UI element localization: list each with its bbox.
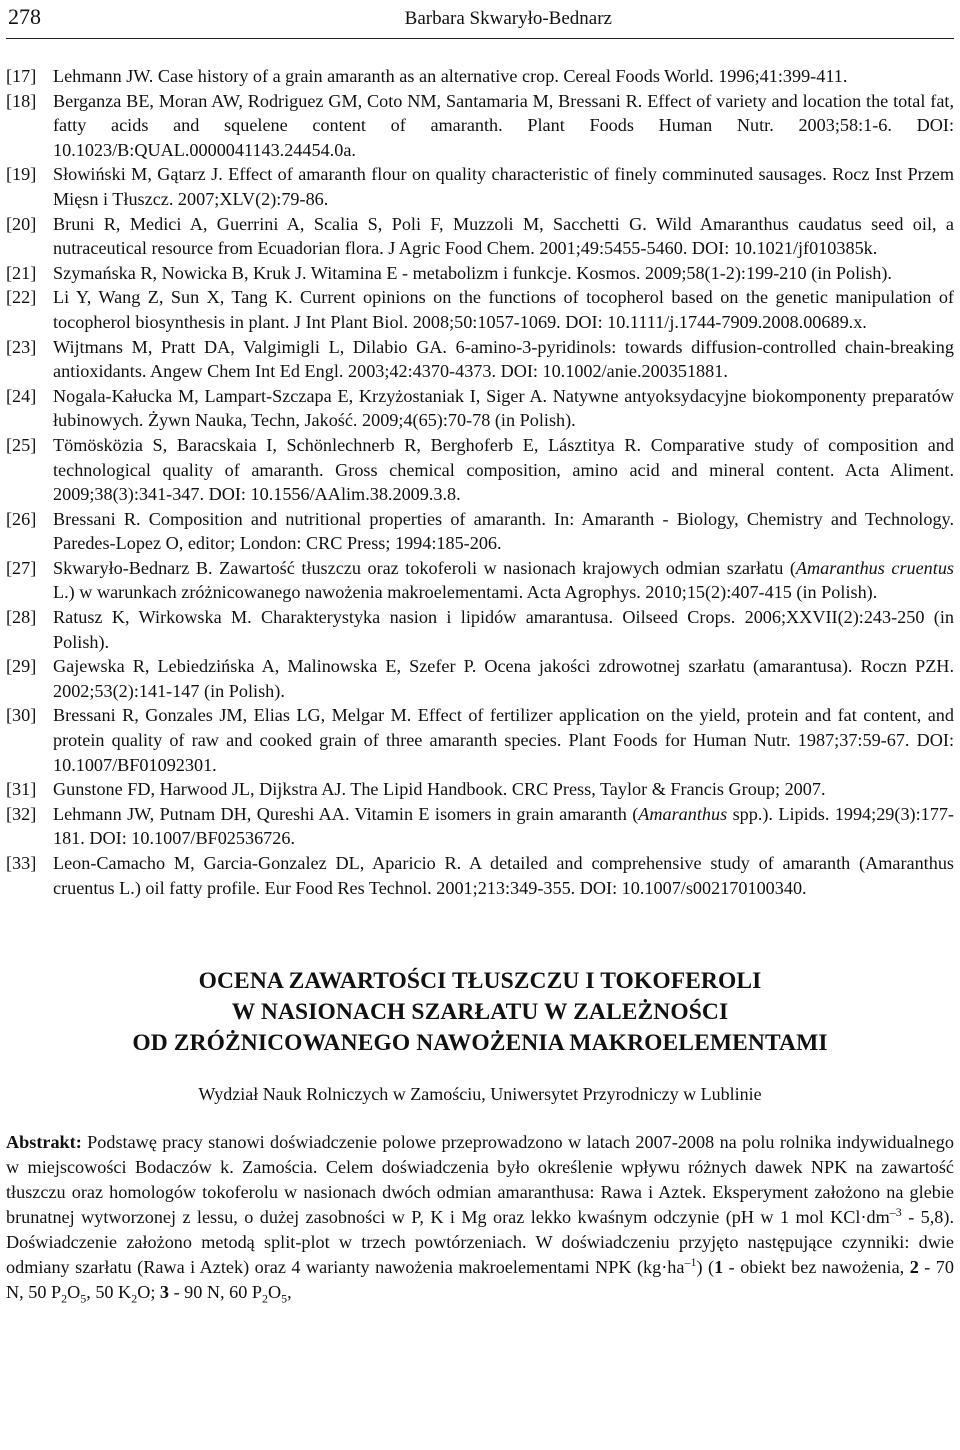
reference-item (6, 433, 954, 507)
reference-number: [29] (6, 656, 37, 677)
reference-item (6, 384, 954, 433)
reference-number: [19] (6, 164, 37, 185)
reference-text: Tömösközia S, Baracskaia I, Schönlechnerb R, Berghoferb E, Lásztitya R. Comparative study of composition and technological quality of amaranth. Gross chemical composition, amino acid and mineral content. Acta Aliment. 2009;38(3):341-347. DOI: 10.1556/AAlim.38.2009.3.8. (53, 434, 954, 505)
reference-item (6, 89, 954, 163)
abstract-text: Podstawę pracy stanowi doświadczenie polowe przeprowadzono w latach 2007-2008 na polu rolnika indywidualnego w miejscowości Bodaczów k. Zamościa. Celem doświadczenia było określenie wpływu różnych dawek NPK na zawartość tłuszczu oraz homologów tokoferolu w nasionach dwóch odmian amaranthusa: Rawa i Aztek. Eksperyment założono na glebie brunatnej wytworzonej z lessu, o dużej zasobności w P, K i Mg oraz lekko kwaśnym odczynie (pH w 1 mol KCl·dm (6, 1132, 954, 1227)
reference-item (6, 654, 954, 703)
abstract-text: - 70 N, 50 P (6, 1256, 954, 1302)
reference-number: [17] (6, 66, 37, 86)
abstract-text: ) ( (696, 1256, 715, 1277)
page-number: 278 (8, 4, 41, 29)
title-line: OD ZRÓŻNICOWANEGO NAWOŻENIA MAKROELEMENTAMI (132, 1030, 828, 1057)
abstract-text: O; (137, 1281, 160, 1302)
affiliation: Wydział Nauk Rolniczych w Zamościu, Uniwersytet Przyrodniczy w Lublinie (198, 1084, 762, 1105)
reference-text: Gajewska R, Lebiedzińska A, Malinowska E, Szefer P. Ocena jakości zdrowotnej szarłatu (amarantusa). Roczn PZH. 2002;53(2):141-147 (in Polish). (53, 656, 954, 701)
abstract-text: O (67, 1281, 81, 1302)
reference-item (6, 703, 954, 777)
reference-number: [22] (6, 287, 37, 308)
title-line: W NASIONACH SZARŁATU W ZALEŻNOŚCI (231, 999, 729, 1026)
reference-text: Berganza BE, Moran AW, Rodriguez GM, Coto NM, Santamaria M, Bressani R. Effect of variety and location the total fat, fatty acids and squelene content of amaranth. Plant Foods Human Nutr. 2003;58:1-6. DOI: 10.1023/B:QUAL.0000041143.24454.0a. (53, 90, 954, 160)
reference-text-part: L.) w warunkach zróżnicowanego nawożenia makroelementami. Acta Agrophys. 2010;15(2):407-415 (in Polish). (53, 582, 878, 603)
reference-item (6, 212, 954, 261)
reference-number: [25] (6, 434, 37, 455)
reference-number: [21] (6, 262, 37, 283)
subscript: 5 (80, 1291, 87, 1306)
reference-item (6, 285, 954, 334)
reference-number: [33] (6, 853, 37, 873)
subscript: 2 (131, 1291, 138, 1306)
reference-text-part: Skwaryło-Bednarz B. Zawartość tłuszczu oraz tokoferoli w nasionach krajowych odmian szarłatu ( (53, 557, 796, 578)
abstract-text: , (287, 1281, 292, 1302)
reference-text: Lehmann JW. Case history of a grain amaranth as an alternative crop. Cereal Foods World. 1996;41:399-411. (53, 66, 848, 86)
reference-item (6, 261, 954, 286)
reference-number: [26] (6, 508, 37, 529)
reference-text: Słowiński M, Gątarz J. Effect of amaranth flour on quality characteristic of finely comminuted sausages. Rocz Inst Przem Mięsn i Tłuszcz. 2007;XLV(2):79-86. (53, 164, 954, 209)
article-title (6, 966, 954, 1059)
title-line: OCENA ZAWARTOŚCI TŁUSZCZU I TOKOFEROLI (198, 968, 762, 995)
reference-text: Leon-Camacho M, Garcia-Gonzalez DL, Aparicio R. A detailed and comprehensive study of amaranth (Amaranthus cruentus L.) oil fatty profile. Eur Food Res Technol. 2001;213:349-355. DOI: 10.1007/s002170100340. (53, 853, 954, 898)
subscript: 2 (261, 1291, 268, 1306)
reference-text (53, 802, 954, 851)
running-head-author: Barbara Skwaryło-Bednarz (404, 8, 612, 29)
reference-text: Bruni R, Medici A, Guerrini A, Scalia S, Poli F, Muzzoli M, Sacchetti G. Wild Amaranthus caudatus seed oil, a nutraceutical resource from Ecuadorian flora. J Agric Food Chem. 2001;49:5455-5460. DOI: 10.1021/jf010385k. (53, 213, 954, 259)
reference-list (6, 64, 954, 900)
reference-number: [27] (6, 557, 37, 578)
reference-text: Li Y, Wang Z, Sun X, Tang K. Current opinions on the functions of tocopherol based on the genetic manipulation of tocopherol biosynthesis in plant. J Int Plant Biol. 2008;50:1057-1069. DOI: 10.1111/j.1744-7909.2008.00689.x. (53, 287, 954, 332)
reference-item (6, 851, 954, 900)
reference-number: [18] (6, 90, 37, 111)
reference-number: [30] (6, 705, 37, 726)
abstract-text: O (267, 1281, 282, 1302)
reference-number: [23] (6, 336, 37, 357)
reference-text: Szymańska R, Nowicka B, Kruk J. Witamina E - metabolizm i funkcje. Kosmos. 2009;58(1-2):199-210 (in Polish). (53, 262, 892, 283)
reference-text: Gunstone FD, Harwood JL, Dijkstra AJ. The Lipid Handbook. CRC Press, Taylor & Francis Group; 2007. (53, 779, 826, 800)
running-head (6, 0, 954, 39)
reference-text: Ratusz K, Wirkowska M. Charakterystyka nasion i lipidów amarantusa. Oilseed Crops. 2006;XXVII(2):243-250 (in Polish). (53, 607, 954, 652)
abstract-text: - 90 N, 60 P (169, 1281, 262, 1302)
reference-item (6, 556, 954, 605)
reference-text (53, 556, 954, 605)
abstract-text: - 5,8). Doświadczenie założono metodą split-plot w trzech powtórzeniach. W doświadczeniu przyjęto następujące czynniki: dwie odmiany szarłatu (Rawa i Aztek) oraz 4 warianty nawożenia makroelementami NPK (kg·ha (6, 1206, 954, 1277)
reference-number: [31] (6, 779, 37, 800)
superscript: –3 (889, 1204, 902, 1219)
reference-text-part: Lehmann JW, Putnam DH, Qureshi AA. Vitamin E isomers in grain amaranth ( (53, 803, 639, 824)
species-name-italic: Amaranthus cruentus (795, 557, 955, 578)
reference-text-part: spp.). Lipids. 1994;29(3):177-181. DOI: 10.1007/BF02536726. (53, 803, 954, 849)
variant-number: 3 (159, 1281, 170, 1302)
abstract-text: , 50 K (86, 1281, 132, 1302)
reference-number: [24] (6, 385, 37, 406)
reference-item (6, 507, 954, 556)
reference-number: [28] (6, 607, 37, 628)
reference-text: Bressani R. Composition and nutritional properties of amaranth. In: Amaranth - Biology, Chemistry and Technology. Paredes-Lopez O, editor; London: CRC Press; 1994:185-206. (53, 508, 954, 554)
reference-item (6, 802, 954, 851)
reference-item (6, 335, 954, 384)
reference-text: Nogala-Kałucka M, Lampart-Szczapa E, Krzyżostaniak I, Siger A. Natywne antyoksydacyjne biokomponenty preparatów łubinowych. Żywn Nauka, Techn, Jakość. 2009;4(65):70-78 (in Polish). (53, 385, 954, 431)
subscript: 2 (61, 1291, 68, 1306)
abstract (6, 1130, 954, 1304)
species-name-italic: Amaranthus (638, 803, 728, 824)
variant-number: 2 (909, 1256, 919, 1277)
reference-item (6, 64, 954, 89)
reference-number: [20] (6, 213, 37, 234)
subscript: 5 (281, 1291, 288, 1306)
reference-text: Bressani R, Gonzales JM, Elias LG, Melgar M. Effect of fertilizer application on the yield, protein and fat content, and protein quality of raw and cooked grain of three amaranth species. Plant Foods for Human Nutr. 1987;37:59-67. DOI: 10.1007/BF01092301. (53, 705, 954, 775)
reference-item (6, 162, 954, 211)
abstract-label: Abstrakt: (6, 1132, 82, 1153)
abstract-text: - obiekt bez nawożenia, (723, 1256, 910, 1277)
variant-number: 1 (714, 1256, 724, 1277)
reference-text: Wijtmans M, Pratt DA, Valgimigli L, Dilabio GA. 6-amino-3-pyridinols: towards diffusion-controlled chain-breaking antioxidants. Angew Chem Int Ed Engl. 2003;42:4370-4373. DOI: 10.1002/anie.200351881. (53, 336, 954, 382)
reference-number: [32] (6, 803, 37, 824)
superscript: –1 (684, 1254, 697, 1269)
reference-item (6, 605, 954, 654)
reference-item (6, 777, 954, 802)
